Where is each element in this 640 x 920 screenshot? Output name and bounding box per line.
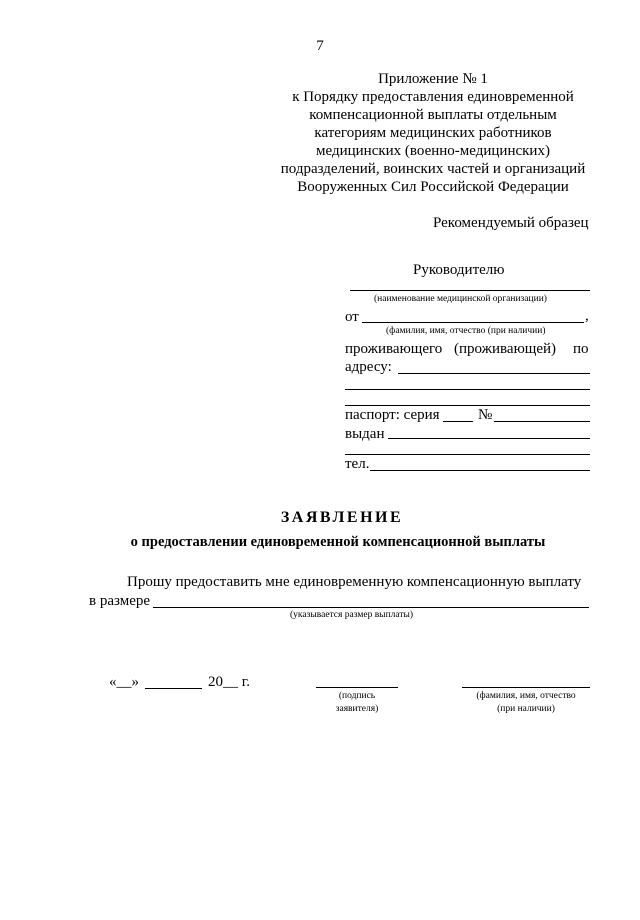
applicant-fio-field[interactable] xyxy=(362,322,584,323)
signature-hint-1: (подпись xyxy=(338,691,376,701)
residing-word-3: по xyxy=(573,341,589,357)
signer-fio-field[interactable] xyxy=(462,687,590,688)
amount-label: в размере xyxy=(89,593,151,609)
phone-label: тел. xyxy=(345,456,370,472)
statement-subtitle: о предоставлении единовременной компенсационной выплаты xyxy=(130,534,546,550)
appendix-line: компенсационной выплаты отдельным xyxy=(309,107,557,123)
from-label: от xyxy=(345,309,359,325)
passport-series-label: паспорт: серия xyxy=(345,407,440,423)
addressee-to: Руководителю xyxy=(413,262,505,278)
statement-body-line1: Прошу предоставить мне единовременную компенсационную выплату xyxy=(127,574,582,590)
date-year-field[interactable]: 20__ г. xyxy=(208,674,250,690)
page-number: 7 xyxy=(316,38,324,54)
appendix-title: Приложение № 1 xyxy=(378,71,488,87)
passport-series-field[interactable] xyxy=(443,421,473,422)
appendix-line: Вооруженных Сил Российской Федерации xyxy=(297,179,569,195)
amount-hint: (указывается размер выплаты) xyxy=(290,610,414,620)
appendix-header xyxy=(270,70,596,196)
passport-number-field[interactable] xyxy=(494,421,590,422)
amount-field[interactable] xyxy=(153,607,589,608)
signer-fio-hint-2: (при наличии) xyxy=(497,704,555,714)
date-month-field[interactable] xyxy=(145,688,202,689)
signer-fio-hint-1: (фамилия, имя, отчество xyxy=(476,691,576,701)
residing-word-1: проживающего xyxy=(345,341,443,357)
passport-number-label: № xyxy=(478,407,493,423)
fio-hint: (фамилия, имя, отчество (при наличии) xyxy=(386,326,546,336)
org-name-hint: (наименование медицинской организации) xyxy=(374,294,547,304)
address-field-1[interactable] xyxy=(398,373,590,374)
statement-title: ЗАЯВЛЕНИЕ xyxy=(280,509,404,526)
residing-word-2: (проживающей) xyxy=(454,341,557,357)
appendix-line: к Порядку предоставления единовременной xyxy=(292,89,574,105)
issued-field-1[interactable] xyxy=(388,438,590,439)
phone-field[interactable] xyxy=(370,470,590,471)
org-name-field[interactable] xyxy=(350,290,590,291)
address-field-2[interactable] xyxy=(345,389,590,390)
date-day-field[interactable]: «__» xyxy=(109,674,139,690)
appendix-line: подразделений, воинских частей и организаций xyxy=(280,161,586,177)
issued-label: выдан xyxy=(345,426,385,442)
from-comma: , xyxy=(585,308,589,324)
recommended-sample-label: Рекомендуемый образец xyxy=(433,215,589,231)
signature-hint-2: заявителя) xyxy=(335,704,379,714)
appendix-line: медицинских (военно-медицинских) xyxy=(316,143,550,159)
appendix-line: категориям медицинских работников xyxy=(314,125,552,141)
signature-field[interactable] xyxy=(316,687,398,688)
issued-field-2[interactable] xyxy=(345,454,590,455)
address-label: адресу: xyxy=(345,359,392,375)
